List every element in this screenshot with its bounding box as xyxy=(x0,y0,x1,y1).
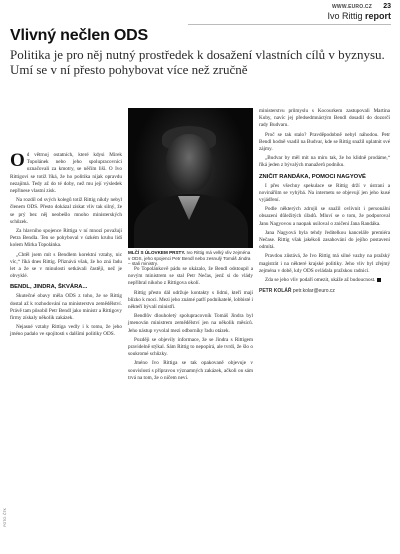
caption-label: MLČÍ S ÚLOVKEM PRSTY. xyxy=(128,250,186,255)
paragraph: Na rozdíl od svých kolegů totiž Rittig nikdy nebyl členem ODS. Přesto dokázal získat vliv tak silný, že se prý bez něj neobešlo mnoho ministerských schůzek. xyxy=(10,197,122,225)
page-number: 23 xyxy=(383,3,391,10)
paragraph: Proč se tak stalo? Pravděpodobně nebyl náhodou. Petr Bendl hodně vsadil na Budvar, kde se Rittig snažil uplatnit své zájmy. xyxy=(259,131,390,153)
drop-cap: O xyxy=(10,150,25,171)
paragraph: „Chtěl jsem mít s Bendlem korektní vztahy, nic víc,“ říká dnes Rittig. Přiznává však, že ho zná řadu let a že se v minulosti setkávali častěji, než je obvyklé. xyxy=(10,251,122,280)
portrait-photo xyxy=(128,108,253,248)
column-2 xyxy=(128,266,253,384)
photo-credit: FOTO: ČTK xyxy=(3,508,7,527)
paragraph: Rittig přesto dál udržuje kontakty s lidmi, kteří mají blízko k moci. Mezi jeho známé patří podnikatelé, lobbisté i někteří bývalí ministři. xyxy=(128,289,253,311)
author-name: PETR KOLÁŘ xyxy=(259,288,292,295)
section-label xyxy=(327,11,391,21)
paragraph: „Budvar by měl mít na míru tak, že ho klidně prodáme,“ říká jeden z bývalých manažerů podniku. xyxy=(259,155,390,169)
section-name: report xyxy=(364,11,391,21)
author-email: petr.kolar@euro.cz xyxy=(292,288,335,295)
paragraph: Nejasné vztahy Rittiga vedly i k tomu, že jeho jméno padalo ve spojitosti s dalšími politiky ODS. xyxy=(10,324,122,338)
paragraph: Zda se jeho vliv podaří omezit, ukáže až budoucnost. xyxy=(259,277,390,284)
site-url: WWW.EURO.CZ xyxy=(332,4,372,10)
page-header xyxy=(0,0,400,21)
photo-caption xyxy=(128,250,253,267)
column-3 xyxy=(259,108,390,294)
end-mark xyxy=(377,278,381,282)
article-deck: Politika je pro něj nutný prostředek k dosažení vlastních cílů v byznysu. Umí se v ní přesto pohybovat více než zručně xyxy=(10,47,385,77)
section-prefix: Ivo Rittig xyxy=(327,11,363,21)
paragraph: Pravdou zůstává, že Ivo Rittig má silné vazby na pražský magistrát i na některé krajské politiky. Jeho vliv byl zřejmý zejména v době, kdy ODS ovládala pražskou radnici. xyxy=(259,253,390,274)
paragraph: Jana Nagyová byla tehdy ředitelkou kanceláře premiéra Nečase. Rittig však jakékoli zasahování do jejího postavení odmítá. xyxy=(259,229,390,251)
paragraph: Jméno Ivo Rittiga se tak opakovaně objevuje v souvislosti s přípravou významných zakázek, ačkoli on sám trvá na tom, že o ničem neví. xyxy=(128,360,253,381)
lead-paragraph: Od větrnoj ostatních, které kdysi Mirek Topolánek nebo jeho spolupracovníci označovali za kmotry, se něčím liší. O Ivo Rittigovi se totiž říká, že ho politika nijak opravdu nezajímá. Tedy až do té doby, než mu její výsledek nepřinese vlastní zisk. xyxy=(10,150,122,195)
paragraph: I přes všechny spekulace se Rittig drží v ústraní a novinářům se vyhýbá. Na internetu se objevují jen jeho kusé vyjádření. xyxy=(259,182,390,204)
paragraph: Skutečné obavy měla ODS z toho, že se Rittig dostal až k rozhodování na ministerstvu zemědělství. Právě tam působil Petr Bendl jako ministr a Rittigovy firmy získaly několik zakázek. xyxy=(10,293,122,322)
paragraph: Podle některých zdrojů se snažil ovlivnit i personální obsazení důležitých úřadů. Mluví se o tom, že podporoval Janu Nagyovou a naopak usiloval o zničení Jana Randáka. xyxy=(259,206,390,227)
paragraph: Později se objevily informace, že se Jindra s Rittigem pravidelně stýkal. Sám Rittig to nepopírá, ale tvrdí, že šlo o soukromé schůzky. xyxy=(128,336,253,358)
paragraph: Po Topolánkově pádu se ukázalo, že Bendl odstoupil a novým ministrem se stal Petr Nečas, jenž si do vlády nepřibral nikoho z Rittigova okolí. xyxy=(128,266,253,287)
byline xyxy=(259,288,390,294)
subheading: ZNIČIT RANDÁKA, POMOCI NAGYOVÉ xyxy=(259,173,366,180)
header-rule xyxy=(188,24,391,25)
paragraph: Za hlavního spojence Rittiga v ní mnozí považují Petra Bendla. Ten se pohyboval v úzkém kruhu lidí kolem Mirka Topolánka. xyxy=(10,228,122,249)
paragraph: ministerstvu průmyslu s Kocourkem zastupovali Martina Kuby, navíc jej předsedmnáctým Bendl dosadil do dozorčí rady Budvaru. xyxy=(259,108,390,129)
paragraph: Bendlův dlouholetý spolupracovník Tomáš Jindra byl jmenován ministrem zemědělství jen na několik měsíců. Jeho nástup vyvolal mezi odborníky řadu otázek. xyxy=(128,313,253,334)
article-title: Vlivný nečlen ODS xyxy=(10,27,148,44)
column-1 xyxy=(10,152,122,341)
subheading: BENDL, JINDRA, ŠKVÁRA... xyxy=(10,284,88,291)
caption-text: Ivo Rittig má velký vliv zejména v ODS, jeho spojenci Petr Bendl nebo zesnulý Tomáš Jindra – stali ministry. xyxy=(128,250,251,267)
